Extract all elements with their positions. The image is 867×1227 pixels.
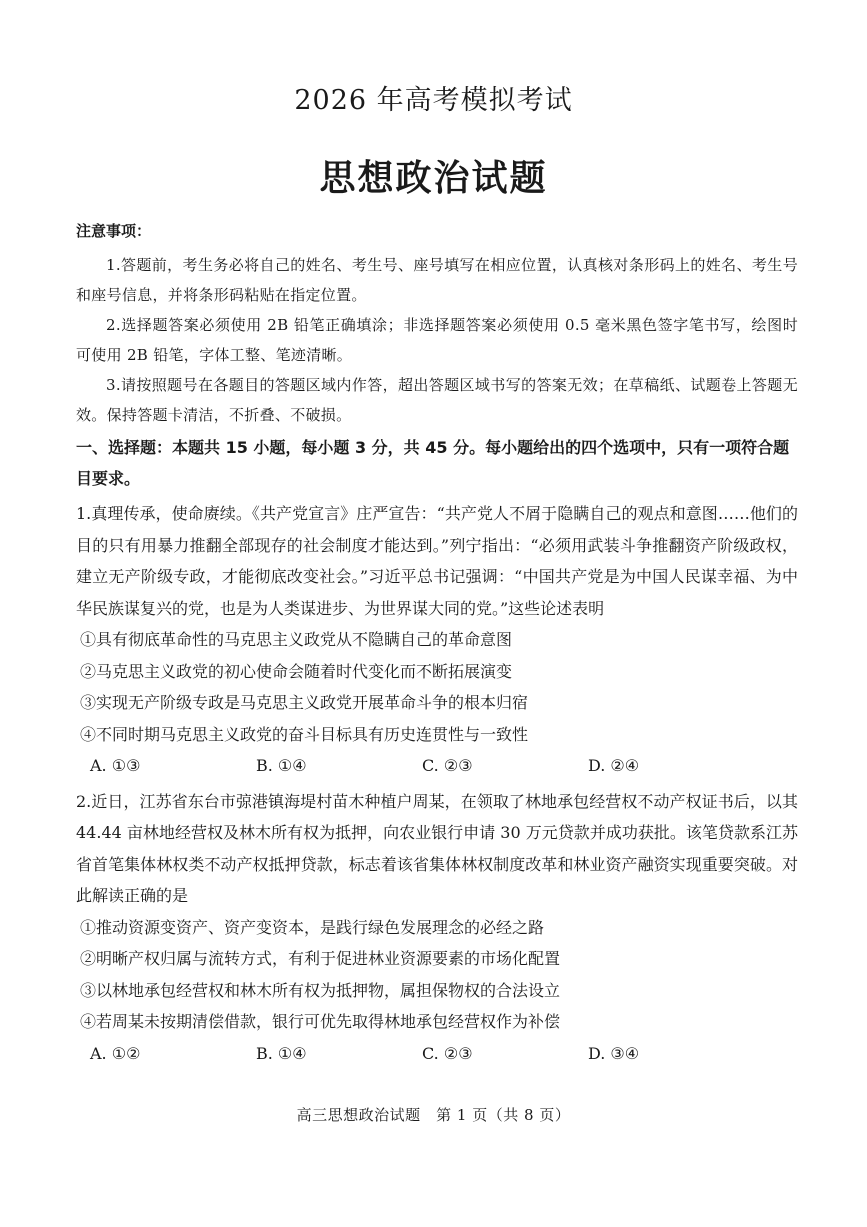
page-footer: 高三思想政治试题 第 1 页（共 8 页） (296, 1106, 571, 1124)
exam-content (76, 218, 798, 1069)
option-a: A. ①② (90, 1043, 141, 1063)
subject-title: 思想政治试题 (319, 157, 548, 199)
option-c: C. ②③ (422, 1043, 473, 1063)
answer-options (76, 750, 798, 782)
notice-block (76, 218, 798, 430)
statement-item: ③实现无产阶级专政是马克思主义政党开展革命斗争的根本归宿 (80, 693, 529, 712)
question-stem: 2.近日，江苏省东台市弶港镇海堤村苗木种植户周某，在领取了林地承包经营权不动产权证书后，以其 44.44 亩林地经营权及林木所有权为抵押，向农业银行申请 30 万元贷款并成功获批。该笔贷款系江苏省首笔集体林权类不动产权抵押贷款，标志着该省集体林权制度改革和林业资产融资实现重要突破。对此解读正确的是 (76, 791, 798, 905)
statement-item: ③以林地承包经营权和林木所有权为抵押物，属担保物权的合法设立 (80, 980, 561, 1000)
notice-heading: 注意事项： (76, 222, 152, 240)
option-b: B. ①④ (256, 1043, 307, 1063)
question-2 (76, 786, 798, 1070)
option-a: A. ①③ (90, 756, 141, 775)
option-c: C. ②③ (422, 756, 473, 775)
question-stem: 1.真理传承，使命赓续。《共产党宣言》庄严宣告：“共产党人不屑于隐瞒自己的观点和意图……他们的目的只有用暴力推翻全部现存的社会制度才能达到。”列宁指出：“必须用武装斗争推翻资产阶级政权，建立无产阶级专政，才能彻底改变社会。”习近平总书记强调：“中国共产党是为中国人民谋幸福、为中华民族谋复兴的党，也是为人类谋进步、为世界谋大同的党。”这些论述表明 (76, 504, 798, 618)
exam-title: 2026 年高考模拟考试 (294, 85, 573, 116)
answer-options (76, 1038, 798, 1070)
notice-item: 1.答题前，考生务必将自己的姓名、考生号、座号填写在相应位置，认真核对条形码上的姓名、考生号和座号信息，并将条形码粘贴在指定位置。 (76, 256, 798, 304)
option-d: D. ②④ (588, 756, 640, 775)
statement-item: ①具有彻底革命性的马克思主义政党从不隐瞒自己的革命意图 (80, 630, 513, 649)
statement-item: ②马克思主义政党的初心使命会随着时代变化而不断拓展演变 (80, 661, 513, 681)
notice-item: 2.选择题答案必须使用 2B 铅笔正确填涂；非选择题答案必须使用 0.5 毫米黑色签字笔书写，绘图时可使用 2B 铅笔，字体工整、笔迹清晰。 (76, 316, 798, 364)
section-heading: 一、选择题：本题共 15 小题，每小题 3 分，共 45 分。每小题给出的四个选项中，只有一项符合题目要求。 (76, 438, 790, 488)
statement-item: ④不同时期马克思主义政党的奋斗目标具有历史连贯性与一致性 (80, 724, 529, 744)
question-1 (76, 498, 798, 782)
option-b: B. ①④ (256, 756, 307, 775)
statement-item: ①推动资源变资产、资产变资本，是践行绿色发展理念的必经之路 (80, 917, 545, 937)
statement-item: ②明晰产权归属与流转方式，有利于促进林业资源要素的市场化配置 (80, 949, 561, 968)
notice-item: 3.请按照题号在各题目的答题区域内作答，超出答题区域书写的答案无效；在草稿纸、试题卷上答题无效。保持答题卡清洁，不折叠、不破损。 (76, 376, 798, 424)
statement-item: ④若周某未按期清偿借款，银行可优先取得林地承包经营权作为补偿 (80, 1012, 561, 1031)
option-d: D. ③④ (588, 1043, 640, 1063)
